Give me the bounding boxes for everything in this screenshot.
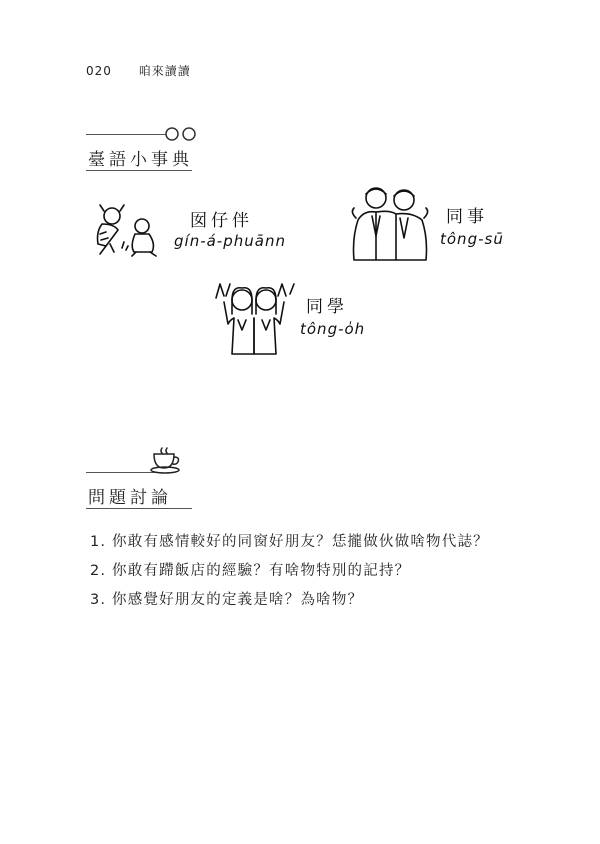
entry-romanization-friends: gín-á-phuānn — [174, 232, 286, 250]
coffee-cup-icon — [148, 446, 188, 476]
colleagues-illustration — [348, 182, 432, 264]
entry-hanzi-colleague: 同事 — [446, 207, 488, 227]
section-rule-bottom — [86, 170, 192, 171]
question-list — [90, 528, 489, 615]
dictionary-title: 臺語小事典 — [88, 150, 193, 170]
entry-romanization-colleague: tông-sū — [440, 230, 504, 248]
question-item: 3. 你感覺好朋友的定義是啥？為啥物？ — [90, 592, 364, 608]
discussion-title: 問題討論 — [88, 488, 172, 508]
section-rule-top — [86, 134, 166, 135]
book-title: 咱來讀讀 — [138, 64, 191, 78]
entry-hanzi-classmate: 同學 — [306, 297, 348, 317]
section-rule-top — [86, 472, 156, 473]
classmates-illustration — [210, 280, 298, 358]
children-playing-illustration — [92, 202, 170, 258]
question-item: 2. 你敢有蹛飯店的經驗？有啥物特別的記持？ — [90, 563, 411, 579]
question-item: 1. 你敢有感情較好的同窗好朋友？恁攏做伙做啥物代誌？ — [90, 534, 489, 550]
running-header — [86, 62, 191, 79]
page-number: 020 — [86, 64, 112, 78]
entry-romanization-classmate: tông-o̍h — [300, 320, 366, 338]
entry-hanzi-friends: 囡仔伴 — [190, 211, 253, 231]
section-rule-bottom — [86, 508, 192, 509]
linked-circles-icon — [164, 124, 198, 144]
